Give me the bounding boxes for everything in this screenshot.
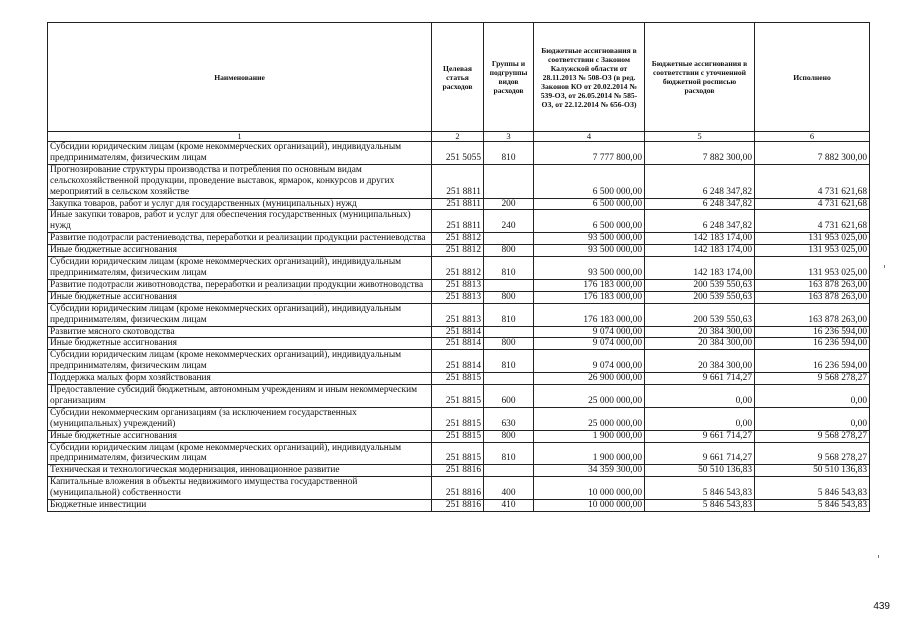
- row-target-code: 251 8813: [432, 279, 484, 291]
- table-row: [48, 430, 870, 442]
- row-executed-amount: 131 953 025,00: [755, 233, 870, 245]
- column-number: 6: [755, 132, 870, 142]
- row-target-code: 251 8815: [432, 385, 484, 408]
- table-row: [48, 442, 870, 465]
- table-row: [48, 142, 870, 165]
- column-number: 1: [48, 132, 432, 142]
- row-target-code: 251 5055: [432, 142, 484, 165]
- row-executed-amount: 7 882 300,00: [755, 142, 870, 165]
- row-executed-amount: 163 878 263,00: [755, 291, 870, 303]
- row-executed-amount: 0,00: [755, 385, 870, 408]
- row-refined-amount: 200 539 550,63: [645, 303, 755, 326]
- row-group-code: 400: [484, 477, 534, 500]
- row-target-code: 251 8815: [432, 430, 484, 442]
- row-executed-amount: 5 846 543,83: [755, 500, 870, 512]
- table-row: [48, 303, 870, 326]
- row-group-code: 410: [484, 500, 534, 512]
- row-group-code: 240: [484, 210, 534, 233]
- row-group-code: 630: [484, 407, 534, 430]
- page-number: 439: [873, 601, 890, 612]
- row-target-code: 251 8815: [432, 373, 484, 385]
- row-refined-amount: 6 248 347,82: [645, 198, 755, 210]
- table-row: [48, 245, 870, 257]
- row-refined-amount: 142 183 174,00: [645, 233, 755, 245]
- table-row: [48, 279, 870, 291]
- row-target-code: 251 8811: [432, 198, 484, 210]
- row-group-code: [484, 465, 534, 477]
- row-executed-amount: 50 510 136,83: [755, 465, 870, 477]
- row-law-amount: 176 183 000,00: [534, 279, 645, 291]
- row-executed-amount: 9 568 278,27: [755, 373, 870, 385]
- row-target-code: 251 8811: [432, 210, 484, 233]
- row-name: Субсидии юридическим лицам (кроме некоммерческих организаций), индивидуальным предпринимателям, физическим лицам: [48, 142, 432, 165]
- table-row: [48, 477, 870, 500]
- row-law-amount: 1 900 000,00: [534, 442, 645, 465]
- row-target-code: 251 8815: [432, 407, 484, 430]
- row-group-code: 800: [484, 430, 534, 442]
- row-name: Иные бюджетные ассигнования: [48, 430, 432, 442]
- header-target: Целевая статья расходов: [432, 23, 484, 132]
- row-refined-amount: 200 539 550,63: [645, 279, 755, 291]
- row-group-code: 200: [484, 198, 534, 210]
- row-refined-amount: 0,00: [645, 385, 755, 408]
- row-law-amount: 176 183 000,00: [534, 303, 645, 326]
- row-name: Закупка товаров, работ и услуг для государственных (муниципальных) нужд: [48, 198, 432, 210]
- row-executed-amount: 4 731 621,68: [755, 210, 870, 233]
- row-law-amount: 10 000 000,00: [534, 500, 645, 512]
- row-target-code: 251 8814: [432, 326, 484, 338]
- column-number: 2: [432, 132, 484, 142]
- row-target-code: 251 8812: [432, 245, 484, 257]
- row-target-code: 251 8813: [432, 303, 484, 326]
- row-refined-amount: 9 661 714,27: [645, 373, 755, 385]
- row-refined-amount: 20 384 300,00: [645, 338, 755, 350]
- header-refined: Бюджетные ассигнования в соответствии с уточненной бюджетной росписью расходов: [645, 23, 755, 132]
- row-law-amount: 25 000 000,00: [534, 407, 645, 430]
- row-group-code: 810: [484, 350, 534, 373]
- table-row: [48, 500, 870, 512]
- header-group: Группы и подгруппы видов расходов: [484, 23, 534, 132]
- row-law-amount: 93 500 000,00: [534, 257, 645, 280]
- row-name: Субсидии юридическим лицам (кроме некоммерческих организаций), индивидуальным предпринимателям, физическим лицам: [48, 442, 432, 465]
- row-name: Развитие мясного скотоводства: [48, 326, 432, 338]
- row-refined-amount: 142 183 174,00: [645, 257, 755, 280]
- row-name: Субсидии некоммерческим организациям (за исключением государственных (муниципальных) учреждений): [48, 407, 432, 430]
- row-law-amount: 7 777 800,00: [534, 142, 645, 165]
- row-executed-amount: 131 953 025,00: [755, 245, 870, 257]
- row-name: Иные закупки товаров, работ и услуг для обеспечения государственных (муниципальных) нужд: [48, 210, 432, 233]
- row-refined-amount: 9 661 714,27: [645, 430, 755, 442]
- row-group-code: 800: [484, 245, 534, 257]
- row-executed-amount: 131 953 025,00: [755, 257, 870, 280]
- header-row: [48, 23, 870, 132]
- row-law-amount: 1 900 000,00: [534, 430, 645, 442]
- row-name: Развитие подотрасли растениеводства, переработки и реализации продукции растениеводства: [48, 233, 432, 245]
- row-law-amount: 25 000 000,00: [534, 385, 645, 408]
- row-name: Поддержка малых форм хозяйствования: [48, 373, 432, 385]
- column-number: 4: [534, 132, 645, 142]
- row-refined-amount: 0,00: [645, 407, 755, 430]
- row-refined-amount: 50 510 136,83: [645, 465, 755, 477]
- row-target-code: 251 8812: [432, 233, 484, 245]
- row-law-amount: 9 074 000,00: [534, 326, 645, 338]
- row-group-code: [484, 326, 534, 338]
- row-law-amount: 6 500 000,00: [534, 198, 645, 210]
- column-number: 3: [484, 132, 534, 142]
- row-name: Техническая и технологическая модернизация, инновационное развитие: [48, 465, 432, 477]
- row-name: Иные бюджетные ассигнования: [48, 291, 432, 303]
- column-number-row: [48, 132, 870, 142]
- row-refined-amount: 5 846 543,83: [645, 477, 755, 500]
- row-refined-amount: 9 661 714,27: [645, 442, 755, 465]
- table-row: [48, 338, 870, 350]
- row-executed-amount: 9 568 278,27: [755, 442, 870, 465]
- row-law-amount: 26 900 000,00: [534, 373, 645, 385]
- header-law: Бюджетные ассигнования в соответствии с Законом Калужской области от 28.11.2013 № 508-ОЗ (в ред. Законов КО от 20.02.2014 № 539-ОЗ, от 26.05.2014 № 585-ОЗ, от 22.12.2014 № 656-ОЗ): [534, 23, 645, 132]
- row-group-code: [484, 279, 534, 291]
- table-row: [48, 465, 870, 477]
- row-target-code: 251 8815: [432, 442, 484, 465]
- table-row: [48, 385, 870, 408]
- row-refined-amount: 7 882 300,00: [645, 142, 755, 165]
- row-executed-amount: 163 878 263,00: [755, 303, 870, 326]
- row-executed-amount: 0,00: [755, 407, 870, 430]
- row-group-code: 810: [484, 442, 534, 465]
- row-group-code: 810: [484, 303, 534, 326]
- header-name: Наименование: [48, 23, 432, 132]
- row-name: Субсидии юридическим лицам (кроме некоммерческих организаций), индивидуальным предпринимателям, физическим лицам: [48, 303, 432, 326]
- row-executed-amount: 4 731 621,68: [755, 164, 870, 198]
- header-executed: Исполнено: [755, 23, 870, 132]
- row-executed-amount: 163 878 263,00: [755, 279, 870, 291]
- table-row: [48, 291, 870, 303]
- row-name: Бюджетные инвестиции: [48, 500, 432, 512]
- row-target-code: 251 8812: [432, 257, 484, 280]
- budget-table-body: [48, 142, 870, 512]
- row-executed-amount: 9 568 278,27: [755, 430, 870, 442]
- table-row: [48, 326, 870, 338]
- row-target-code: 251 8814: [432, 338, 484, 350]
- row-law-amount: 6 500 000,00: [534, 210, 645, 233]
- row-group-code: 800: [484, 338, 534, 350]
- row-law-amount: 93 500 000,00: [534, 233, 645, 245]
- row-law-amount: 10 000 000,00: [534, 477, 645, 500]
- table-row: [48, 198, 870, 210]
- row-group-code: 810: [484, 142, 534, 165]
- row-group-code: 810: [484, 257, 534, 280]
- row-refined-amount: 142 183 174,00: [645, 245, 755, 257]
- row-name: Субсидии юридическим лицам (кроме некоммерческих организаций), индивидуальным предпринимателям, физическим лицам: [48, 257, 432, 280]
- row-target-code: 251 8811: [432, 164, 484, 198]
- table-row: [48, 210, 870, 233]
- row-target-code: 251 8816: [432, 477, 484, 500]
- row-target-code: 251 8816: [432, 500, 484, 512]
- table-row: [48, 257, 870, 280]
- table-row: [48, 164, 870, 198]
- table-row: [48, 350, 870, 373]
- row-law-amount: 6 500 000,00: [534, 164, 645, 198]
- row-law-amount: 34 359 300,00: [534, 465, 645, 477]
- row-name: Предоставление субсидий бюджетным, автономным учреждениям и иным некоммерческим организациям: [48, 385, 432, 408]
- row-group-code: [484, 373, 534, 385]
- table-row: [48, 407, 870, 430]
- row-refined-amount: 6 248 347,82: [645, 164, 755, 198]
- row-target-code: 251 8813: [432, 291, 484, 303]
- row-name: Иные бюджетные ассигнования: [48, 245, 432, 257]
- row-name: Развитие подотрасли животноводства, переработки и реализации продукции животноводства: [48, 279, 432, 291]
- scan-speck: [878, 555, 879, 558]
- row-executed-amount: 16 236 594,00: [755, 338, 870, 350]
- column-number: 5: [645, 132, 755, 142]
- row-group-code: [484, 233, 534, 245]
- row-law-amount: 9 074 000,00: [534, 338, 645, 350]
- row-executed-amount: 16 236 594,00: [755, 326, 870, 338]
- row-executed-amount: 4 731 621,68: [755, 198, 870, 210]
- row-refined-amount: 6 248 347,82: [645, 210, 755, 233]
- row-law-amount: 176 183 000,00: [534, 291, 645, 303]
- row-executed-amount: 5 846 543,83: [755, 477, 870, 500]
- row-executed-amount: 16 236 594,00: [755, 350, 870, 373]
- table-row: [48, 233, 870, 245]
- row-name: Иные бюджетные ассигнования: [48, 338, 432, 350]
- row-group-code: 800: [484, 291, 534, 303]
- row-target-code: 251 8816: [432, 465, 484, 477]
- row-group-code: [484, 164, 534, 198]
- budget-table: [47, 22, 870, 512]
- table-row: [48, 373, 870, 385]
- row-refined-amount: 20 384 300,00: [645, 350, 755, 373]
- row-target-code: 251 8814: [432, 350, 484, 373]
- row-name: Прогнозирование структуры производства и потребления по основным видам сельскохозяйственной продукции, проведение выставок, ярмарок, конкурсов и других мероприятий в сельском хозяйстве: [48, 164, 432, 198]
- row-refined-amount: 5 846 543,83: [645, 500, 755, 512]
- row-refined-amount: 20 384 300,00: [645, 326, 755, 338]
- row-name: Субсидии юридическим лицам (кроме некоммерческих организаций), индивидуальным предпринимателям, физическим лицам: [48, 350, 432, 373]
- scan-speck: [884, 265, 885, 268]
- row-group-code: 600: [484, 385, 534, 408]
- row-name: Капитальные вложения в объекты недвижимого имущества государственной (муниципальной) собственности: [48, 477, 432, 500]
- row-law-amount: 9 074 000,00: [534, 350, 645, 373]
- row-law-amount: 93 500 000,00: [534, 245, 645, 257]
- row-refined-amount: 200 539 550,63: [645, 291, 755, 303]
